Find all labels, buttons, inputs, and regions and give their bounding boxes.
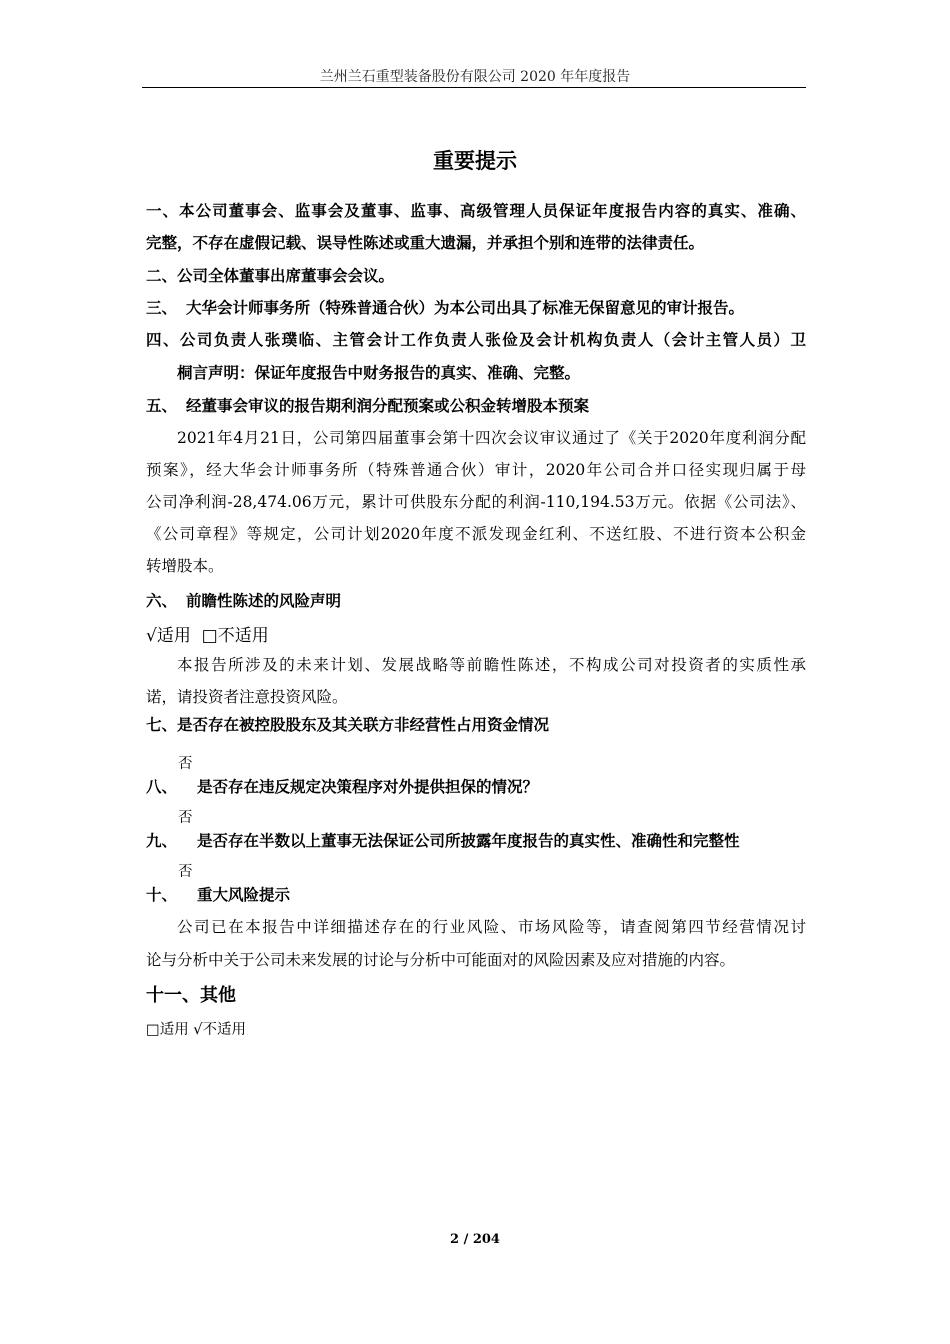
item-11-applicability: □适用 √不适用 [146, 1022, 247, 1038]
page-number: 2 / 204 [450, 1232, 500, 1247]
item-10-paragraph-line: 公司已在本报告中详细描述存在的行业风险、市场风险等，请查阅第四节经营情况讨 [177, 918, 806, 936]
item-10-text: 重大风险提示 [197, 886, 291, 904]
item-6-paragraph-line: 本报告所涉及的未来计划、发展战略等前瞻性陈述，不构成公司对投资者的实质性承 [177, 656, 806, 674]
item-6-paragraph-line: 诺，请投资者注意投资风险。 [146, 688, 348, 706]
header-divider [142, 87, 806, 88]
item-8-answer: 否 [178, 810, 193, 826]
item-5-paragraph-line: 预案》，经大华会计师事务所（特殊普通合伙）审计，2020年公司合并口径实现归属于母 [146, 461, 806, 479]
item-4-line-1: 四、公司负责人张璞临、主管会计工作负责人张俭及会计机构负责人（会计主管人员）卫 [146, 331, 806, 349]
item-5-number: 五、 [146, 397, 178, 415]
item-9-answer: 否 [178, 864, 193, 880]
item-2: 二、公司全体董事出席董事会会议。 [146, 267, 395, 285]
item-7: 七、是否存在被控股股东及其关联方非经营性占用资金情况 [146, 716, 550, 734]
item-9-text: 是否存在半数以上董事无法保证公司所披露年度报告的真实性、准确性和完整性 [197, 832, 740, 850]
item-1-line-2: 完整，不存在虚假记载、误导性陈述或重大遗漏，并承担个别和连带的法律责任。 [146, 234, 705, 252]
item-11: 十一、其他 [146, 985, 236, 1006]
item-6-applicability: √适用 □不适用 [146, 626, 269, 646]
item-5-paragraph-line: 转增股本。 [146, 557, 224, 575]
item-8-number: 八、 [146, 778, 178, 796]
item-6-number: 六、 [146, 592, 178, 610]
item-4-line-2: 桐言声明：保证年度报告中财务报告的真实、准确、完整。 [177, 364, 581, 382]
item-6-text: 前瞻性陈述的风险声明 [186, 592, 342, 610]
item-10-paragraph-line: 论与分析中关于公司未来发展的讨论与分析中可能面对的风险因素及应对措施的内容。 [146, 951, 736, 969]
item-9-number: 九、 [146, 832, 178, 850]
item-5-paragraph-line: 2021年4月21日，公司第四届董事会第十四次会议审议通过了《关于2020年度利润分配 [177, 429, 806, 447]
item-5-paragraph-line: 公司净利润-28,474.06万元，累计可供股东分配的利润-110,194.53万元。依据《公司法》、 [146, 493, 806, 511]
item-7-answer: 否 [178, 756, 193, 772]
item-3-number: 三、 [146, 299, 178, 317]
item-5-paragraph-line: 《公司章程》等规定，公司计划2020年度不派发现金红利、不送红股、不进行资本公积金 [146, 525, 806, 543]
item-5-text: 经董事会审议的报告期利润分配预案或公积金转增股本预案 [186, 397, 590, 415]
page-title: 重要提示 [433, 149, 517, 173]
item-3-text: 大华会计师事务所（特殊普通合伙）为本公司出具了标准无保留意见的审计报告。 [186, 299, 745, 317]
item-1-line-1: 一、本公司董事会、监事会及董事、监事、高级管理人员保证年度报告内容的真实、准确、 [146, 202, 806, 220]
item-10-number: 十、 [146, 886, 178, 904]
item-8-text: 是否存在违反规定决策程序对外提供担保的情况？ [197, 778, 539, 796]
page-header: 兰州兰石重型装备股份有限公司 2020 年年度报告 [319, 69, 631, 85]
